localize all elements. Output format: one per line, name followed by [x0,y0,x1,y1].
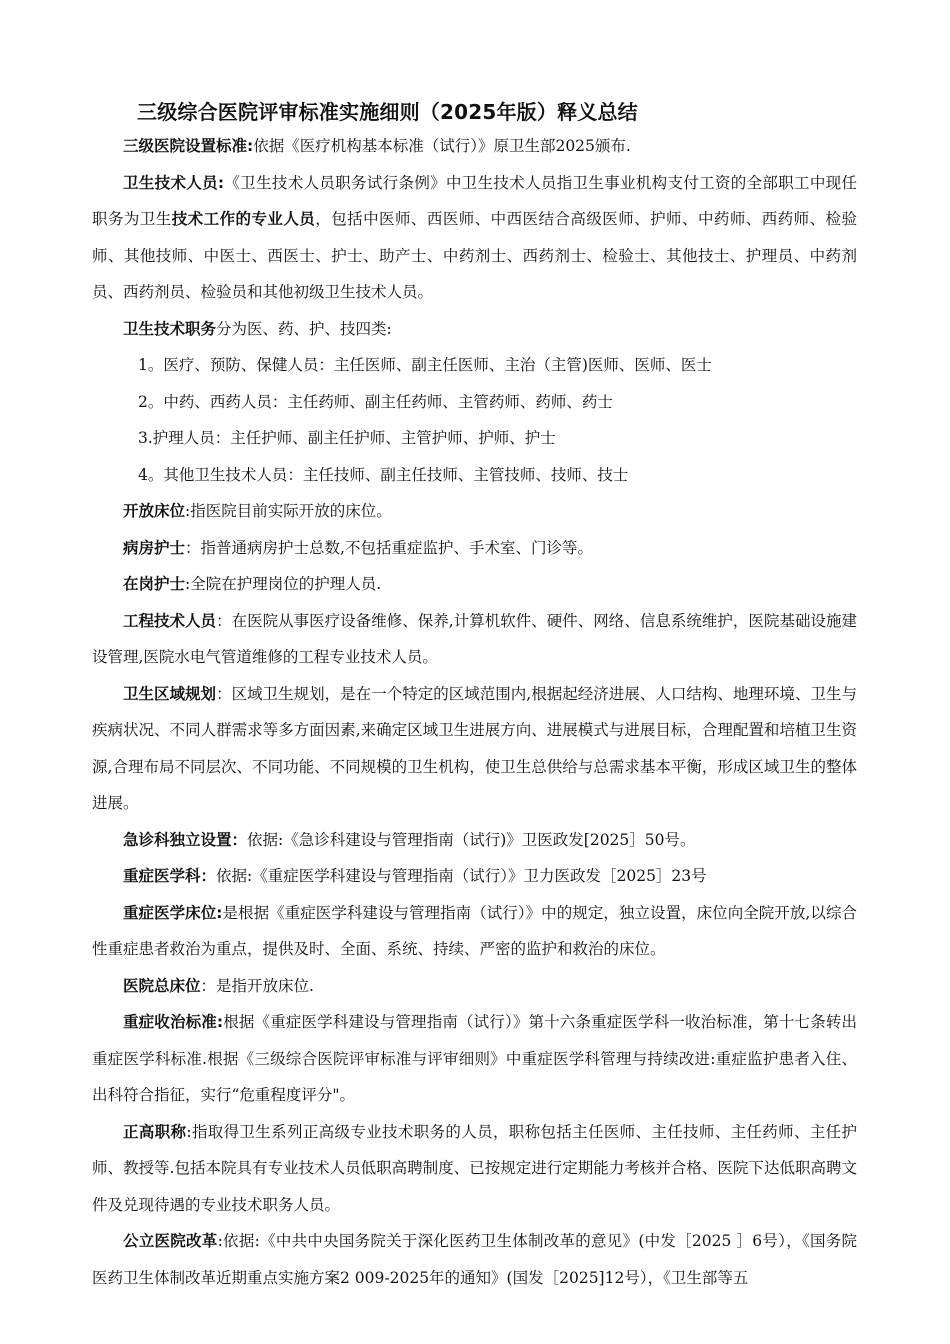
paragraph-engineering-staff [92,603,857,676]
paragraph-tech-positions [92,311,857,348]
definition-emphasis: 技术工作的专业人员 [171,210,316,228]
list-item: 3.护理人员：主任护师、副主任护师、主管护师、护师、护士 [138,429,556,447]
paragraph-emergency-dept [92,822,857,859]
term: 重症医学床位: [123,903,223,922]
definition: :全院在护理岗位的护理人员. [185,575,382,593]
definition: ，包括中医师、西医师、中西医结合高级医师、护师、中药师、西药师、检验师、其他技师、中医士、西医士、护士、助产士、中药剂士、西药剂士、检验士、其他技士、护理员、中药剂员、西药剂员、检验员和其他初级卫生技术人员。 [92,210,857,301]
definition: 分为医、药、护、技四类: [216,319,392,338]
definition: ：区域卫生规划，是在一个特定的区域范围内,根据起经济进展、人口结构、地理环境、卫生与疾病状况、不同人群需求等多方面因素,来确定区域卫生进展方向、进展模式与进展目标，合理配置和培植卫生资源,合理布局不同层次、不同功能、不同规模的卫生机构，使卫生总供给与总需求基本平衡，形成区域卫生的整体进展。 [92,684,857,812]
document-title: 三级综合医院评审标准实施细则（2025年版）释义总结 [137,100,638,124]
term: 病房护士 [123,538,186,557]
term: 重症收治标准: [123,1013,224,1031]
list-item: 2。中药、西药人员：主任药师、副主任药师、主管药师、药师、药士 [138,392,613,411]
term: 急诊科独立设置： [123,830,248,849]
paragraph-icu [92,858,857,895]
definition: ：在医院从事医疗设备维修、保养,计算机软件、硬件、网络、信息系统维护，医院基础设施建设管理,医院水电气管道维修的工程专业技术人员。 [92,611,857,666]
list-item: 4。其他卫生技术人员：主任技师、副主任技师、主管技师、技师、技士 [138,465,629,484]
term: 重症医学科： [123,867,217,885]
term: 医院总床位 [123,976,201,995]
paragraph-icu-beds [92,895,857,968]
definition: 依据:《急诊科建设与管理指南（试行)》卫医政发[2025］50号。 [247,830,696,849]
term: 在岗护士 [123,575,186,593]
paragraph-senior-titles [92,1114,857,1224]
paragraph-icu-admission [92,1004,857,1114]
paragraph-health-tech-staff [92,165,857,311]
paragraph-total-beds [92,968,857,1005]
term: 卫生技术人员: [123,173,225,192]
list-item: 1。医疗、预防、保健人员：主任医师、副主任医师、主治（主管)医师、医师、医士 [138,356,712,374]
definition: ：指普通病房护士总数,不包括重症监护、手术室、门诊等。 [185,538,593,557]
paragraph-ward-nurses [92,530,857,567]
term: 开放床位 [123,502,186,520]
term: 正高职称 [123,1122,187,1141]
term: 公立医院改革 [123,1232,218,1250]
definition: 《卫生技术人员职务试行条例》中卫生技术人员指卫生事业机构支付工资的全部职工中现任职务为卫生 [92,173,857,228]
definition: 根据《重症医学科建设与管理指南（试行）》第十六条重症医学科一收治标准，第十七条转出重症医学科标准.根据《三级综合医院评审标准与评审细则》中重症医学科管理与持续改进:重症监护患者入住、出科符合指征，实行“危重程度评分"。 [92,1013,857,1104]
document-body [92,128,857,1296]
definition: :指医院目前实际开放的床位。 [185,502,392,520]
definition: 是根据《重症医学科建设与管理指南（试行）》中的规定，独立设置，床位向全院开放,以综合性重症患者救治为重点，提供及时、全面、系统、持续、严密的监护和救治的床位。 [92,903,857,958]
definition: 依据《医疗机构基本标准（试行）》原卫生部2025颁布. [253,137,631,155]
paragraph-on-duty-nurses [92,566,857,603]
term: 卫生技术职务 [123,319,217,338]
paragraph-hospital-standard [92,128,857,165]
paragraph-regional-planning [92,676,857,822]
term: 卫生区域规划 [123,684,217,703]
definition: 依据:《重症医学科建设与管理指南（试行）》卫力医政发［2025］23号 [216,867,707,885]
term: 工程技术人员 [123,611,217,630]
term: 三级医院设置标准: [123,137,254,155]
definition: ：是指开放床位. [200,976,314,995]
paragraph-public-hospital-reform [92,1223,857,1296]
paragraph-open-beds [92,493,857,530]
definition: :指取得卫生系列正高级专业技术职务的人员，职称包括主任医师、主任技师、主任药师、主任护师、教授等.包括本院具有专业技术人员低职高聘制度、已按规定进行定期能力考核并合格、医院下达低职高聘文件及兑现待遇的专业技术职务人员。 [92,1122,857,1214]
definition: :依据:《中共中央国务院关于深化医药卫生体制改革的意见》(中发［2025 ］6号），《国务院医药卫生体制改革近期重点实施方案2 009-2025年的通知》(国发［2025]12号），《卫生部等五 [92,1232,857,1287]
